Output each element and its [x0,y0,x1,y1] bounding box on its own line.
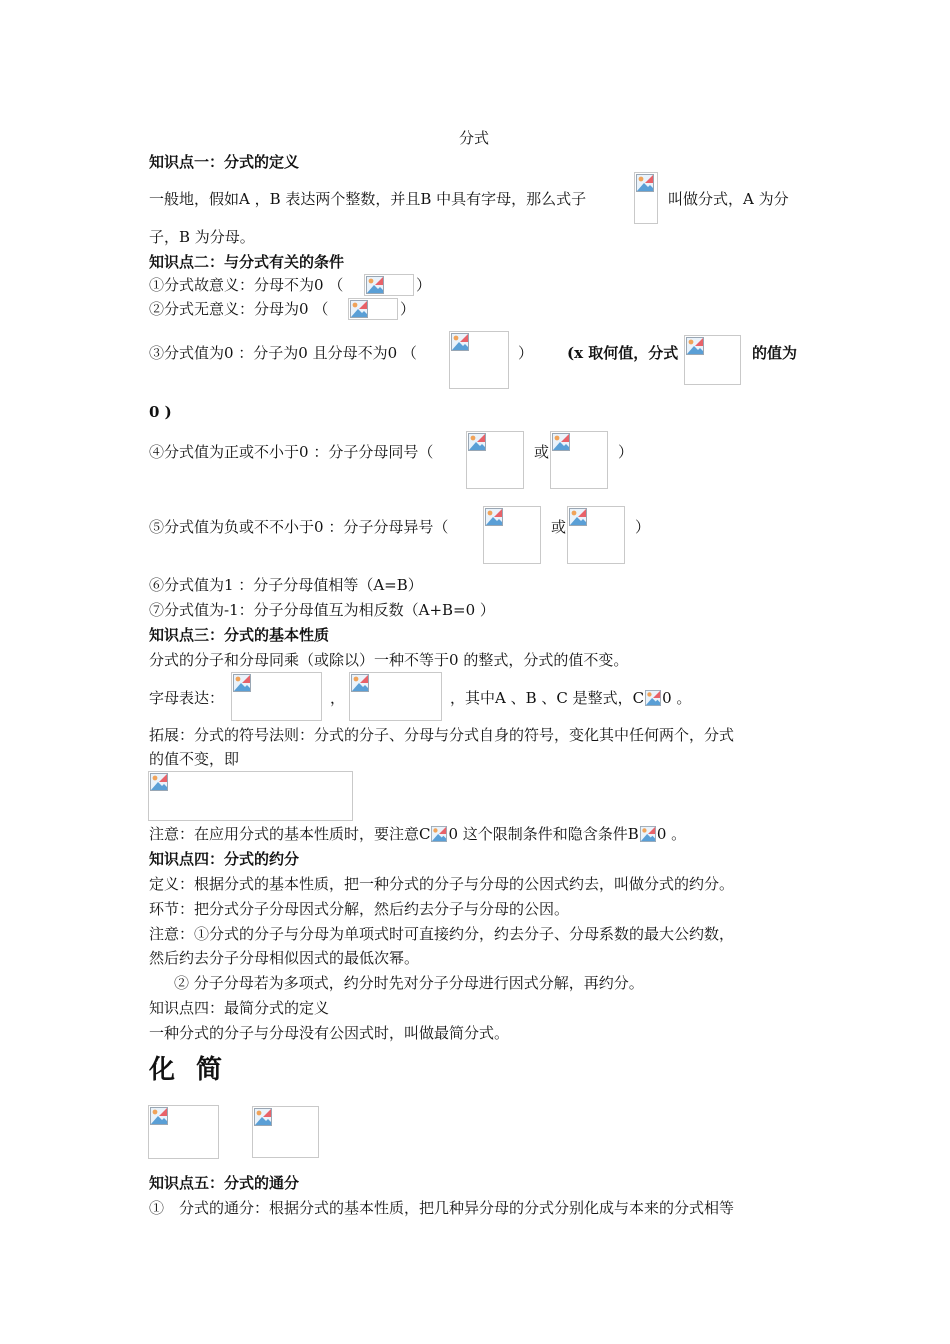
broken-image-icon [485,508,503,526]
condition-3-question-c: 0 ) [149,403,172,421]
broken-image-icon [552,433,570,451]
note-part-a: 注意：在应用分式的基本性质时，要注意C [149,825,431,843]
section-4-definition: 定义：根据分式的基本性质，把一种分式的分子与分母的公因式约去，叫做分式的约分。 [149,875,735,893]
extension-line-2: 的值不变，即 [149,750,240,768]
condition-6-text: ⑥分式值为1 ：分子分母值相等（A=B） [149,576,423,594]
condition-1-text: ①分式故意义：分母不为0 （ [149,276,344,294]
simplify-image-1 [148,1105,219,1159]
note-part-c: 0 。 [656,825,687,843]
broken-image-icon [351,674,369,692]
section-1-heading: 知识点一：分式的定义 [149,153,300,171]
section-4b-heading: 知识点四：最简分式的定义 [149,999,330,1017]
section-1-text-c: 子，B 为分母。 [149,228,255,246]
expression-image-2 [349,672,442,721]
section-3-property: 分式的分子和分母同乘（或除以）一种不等于0 的整式，分式的值不变。 [149,651,629,669]
condition-3-question: (x 取何值，分式 [567,344,679,362]
neq-symbol-icon [639,826,657,842]
condition-2-text: ②分式无意义：分母为0 （ [149,300,329,318]
condition-4-image-b [550,431,608,489]
condition-4-image-a [466,431,524,489]
section-4-note-2: 然后约去分子分母相似因式的最低次幂。 [149,949,420,967]
broken-image-icon [150,773,168,791]
broken-image-icon [451,333,469,351]
condition-5-image-a [483,506,541,564]
simplify-heading: 化 简 [149,1055,229,1085]
section-3-note [149,824,686,844]
page-title: 分式 [459,129,490,147]
expression-tail-a: ，其中A 、B 、C 是整式，C [450,689,645,707]
broken-image-icon [468,433,486,451]
section-5-heading: 知识点五：分式的通分 [149,1174,300,1192]
broken-image-icon [350,300,368,318]
note-part-b: 0 这个限制条件和隐含条件B [448,825,639,843]
section-4-note-3: ② 分子分母若为多项式，约分时先对分子分母进行因式分解，再约分。 [174,974,644,992]
condition-5-image-b [567,506,625,564]
broken-image-icon [150,1107,168,1125]
neq-symbol-icon [644,690,662,706]
broken-image-icon [686,337,704,355]
section-1-text-a: 一般地，假如A ，B 表达两个整数，并且B 中具有字母，那么式子 [149,190,587,208]
broken-image-icon [636,174,654,192]
section-2-heading: 知识点二：与分式有关的条件 [149,253,345,271]
condition-3-text: ③分式值为0 ：分子为0 且分母不为0 （ [149,344,417,362]
condition-4-or: 或 [534,443,550,461]
expression-tail [450,688,691,708]
condition-3-image [449,331,509,389]
section-4-note-1: 注意：①分式的分子与分母为单项式时可直接约分，约去分子、分母系数的最大公约数， [149,925,735,943]
sign-rule-image [148,771,353,821]
condition-3-question-image [684,335,741,385]
condition-5-text: ⑤分式值为负或不不小于0 ：分子分母异号（ [149,518,449,536]
broken-image-icon [569,508,587,526]
condition-5-close: ） [635,518,651,536]
broken-image-icon [254,1108,272,1126]
expression-image-1 [231,672,322,721]
expression-comma: ， [330,689,346,707]
condition-4-text: ④分式值为正或不小于0 ：分子分母同号（ [149,443,434,461]
extension-line-1: 拓展：分式的符号法则：分式的分子、分母与分式自身的符号，变化其中任何两个，分式 [149,726,735,744]
section-1-text-b: 叫做分式，A 为分 [668,190,789,208]
neq-symbol-icon [430,826,448,842]
section-3-heading: 知识点三：分式的基本性质 [149,626,330,644]
condition-5-or: 或 [551,518,567,536]
section-5-text: ① 分式的通分：根据分式的基本性质，把几种异分母的分式分别化成与本来的分式相等 [149,1199,735,1217]
condition-2-image [348,298,398,320]
expression-label: 字母表达： [149,689,225,707]
simplify-image-2 [252,1106,319,1158]
condition-7-text: ⑦分式值为-1：分子分母值互为相反数（A+B=0 ） [149,601,495,619]
section-4b-definition: 一种分式的分子与分母没有公因式时，叫做最简分式。 [149,1024,510,1042]
condition-1-image [364,274,414,296]
condition-1-close: ） [416,276,432,294]
broken-image-icon [233,674,251,692]
condition-2-close: ） [400,300,416,318]
fraction-image-ab [634,172,658,224]
condition-4-close: ） [618,443,634,461]
section-4-step: 环节：把分式分子分母因式分解，然后约去分子与分母的公因。 [149,900,570,918]
expression-tail-b: 0 。 [662,689,692,707]
condition-3-question-b: 的值为 [752,344,798,362]
condition-3-close: ） [518,344,534,362]
broken-image-icon [366,276,384,294]
section-4-heading: 知识点四：分式的约分 [149,850,300,868]
